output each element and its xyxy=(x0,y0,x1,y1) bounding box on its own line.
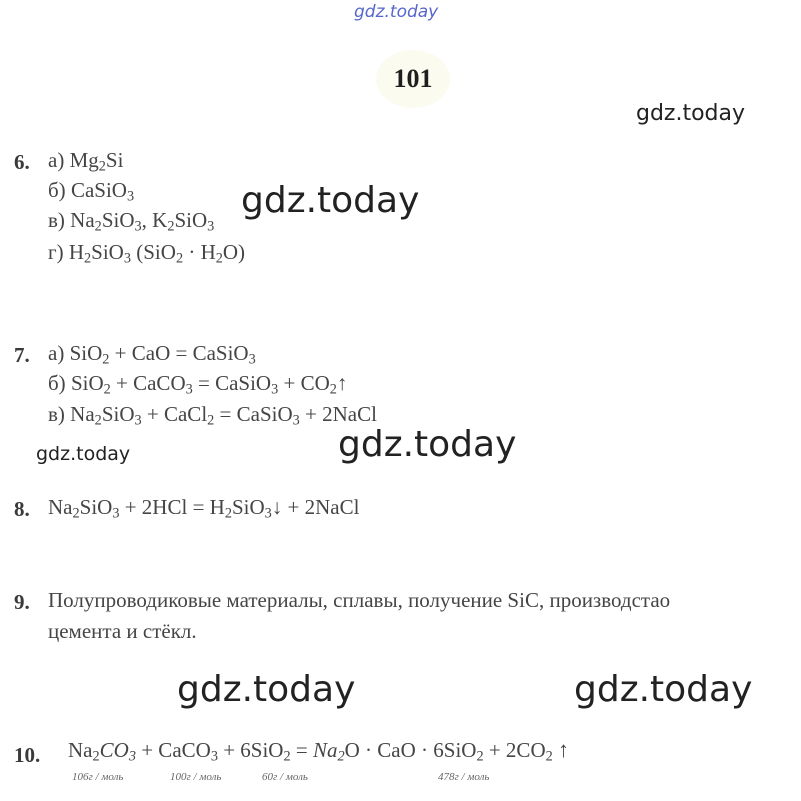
answer-line: а) $Mg_2Si$ xyxy=(48,148,124,175)
question-number: 8. xyxy=(14,497,30,521)
equation-line: а) SiO$_2$ + CaO = CaSiO$_3$ xyxy=(48,341,256,368)
molar-mass-label: 478г / моль xyxy=(438,771,490,783)
question-number: 9. xyxy=(14,590,30,614)
watermark: gdz.today xyxy=(354,2,439,22)
equation-line: $Na_2SiO_3 + 2HCl$ = $H_2SiO_3↓$ + 2NaCl xyxy=(48,495,360,522)
watermark: gdz.today xyxy=(177,669,356,710)
equation-line: в) $Na_2SiO_3$ + CaCl$_2$ = CaSiO$_3$ + 2NaCl xyxy=(48,402,377,429)
watermark: gdz.today xyxy=(338,424,517,465)
question-number: 6. xyxy=(14,150,30,174)
watermark: gdz.today xyxy=(574,669,753,710)
gas-arrow-icon: ↑ xyxy=(558,737,569,762)
question-number: 10. xyxy=(14,743,41,767)
molar-mass-label: 60г / моль xyxy=(262,771,308,783)
answer-text: Полупроводиковые материалы, сплавы, получение SiC, производстао xyxy=(48,588,671,612)
answer-line: б) CaSiO$_3$ xyxy=(48,178,135,205)
watermark: gdz.today xyxy=(241,180,420,221)
answer-line: г) $H_2SiO_3$ $(SiO_2 \cdot H_2O)$ xyxy=(48,240,246,267)
precipitate-arrow-icon: ↓ xyxy=(271,495,283,519)
watermark: gdz.today xyxy=(636,101,746,126)
answer-text: цемента и стёкл. xyxy=(48,619,197,643)
equation-line: $Na_2CO_3$ + CaCO$_3$ + $6SiO_2 = Na_2O$ · CaO · $6SiO_2 + 2CO_2$ ↑ xyxy=(68,737,569,765)
molar-mass-label: 100г / моль xyxy=(170,771,222,783)
question-number: 7. xyxy=(14,343,30,367)
molar-mass-label: 106г / моль xyxy=(72,771,124,783)
watermark: gdz.today xyxy=(36,443,131,465)
page-number: 101 xyxy=(376,50,450,108)
answer-line: в) $Na_2SiO_3$, $K_2SiO_3$ xyxy=(48,208,215,235)
gas-arrow-icon: ↑ xyxy=(336,371,348,395)
equation-line: б) SiO$_2$ + CaCO$_3$ = CaSiO$_3$ + $CO_2↑$ xyxy=(48,371,348,398)
